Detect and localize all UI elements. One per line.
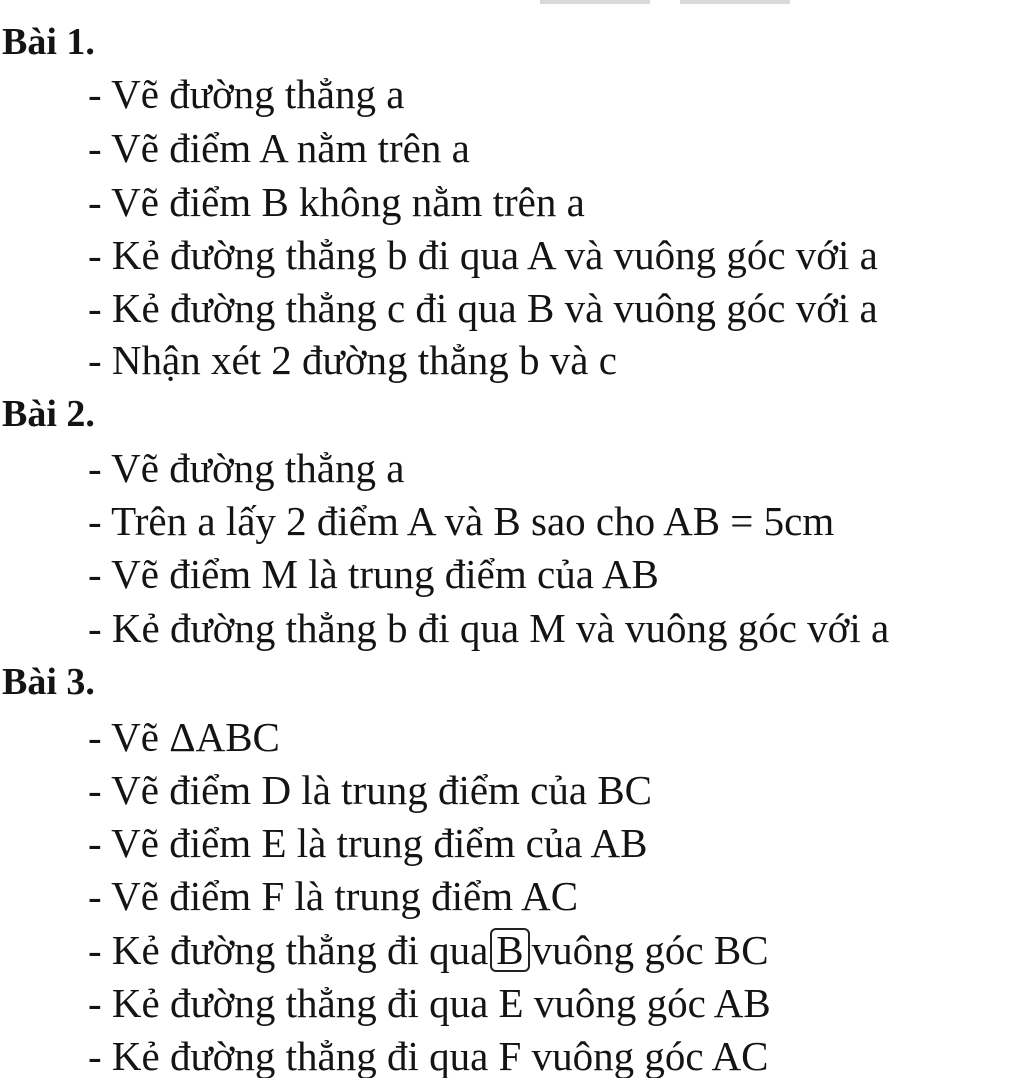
exercise-1-step: - Vẽ điểm B không nằm trên a [88,179,585,225]
exercise-3-step [88,926,769,974]
exercise-3-step: - Vẽ ΔABC [88,714,280,760]
step-text-after: vuông góc BC [531,927,769,973]
exercise-3-title: Bài 3. [2,661,95,703]
exercise-3-step: - Vẽ điểm D là trung điểm của BC [88,767,653,813]
exercise-1-step: - Vẽ điểm A nằm trên a [88,125,470,171]
exercise-2-step: - Kẻ đường thẳng b đi qua M và vuông góc với a [88,605,890,651]
exercise-1-step: - Nhận xét 2 đường thẳng b và c [88,337,617,383]
exercise-2-step: - Vẽ đường thẳng a [88,445,405,491]
step-text-before: - Kẻ đường thẳng đi qua [88,927,489,973]
exercise-3-step: - Kẻ đường thẳng đi qua F vuông góc AC [88,1033,769,1078]
top-edge-mark [540,0,650,4]
top-edge-mark [680,0,790,4]
exercise-3-step: - Vẽ điểm E là trung điểm của AB [88,820,648,866]
exercise-2-title: Bài 2. [2,393,95,435]
exercise-1-title: Bài 1. [2,21,95,63]
exercise-1-step: - Kẻ đường thẳng c đi qua B và vuông góc với a [88,285,878,331]
exercise-2-step: - Vẽ điểm M là trung điểm của AB [88,551,659,597]
exercise-1-step: - Kẻ đường thẳng b đi qua A và vuông góc với a [88,232,878,278]
exercise-2-step: - Trên a lấy 2 điểm A và B sao cho AB = 5cm [88,498,835,544]
exercise-3-step: - Kẻ đường thẳng đi qua E vuông góc AB [88,980,771,1026]
exercise-1-step: - Vẽ đường thẳng a [88,71,405,117]
circled-letter: B [490,928,529,972]
exercise-3-step: - Vẽ điểm F là trung điểm AC [88,873,579,919]
